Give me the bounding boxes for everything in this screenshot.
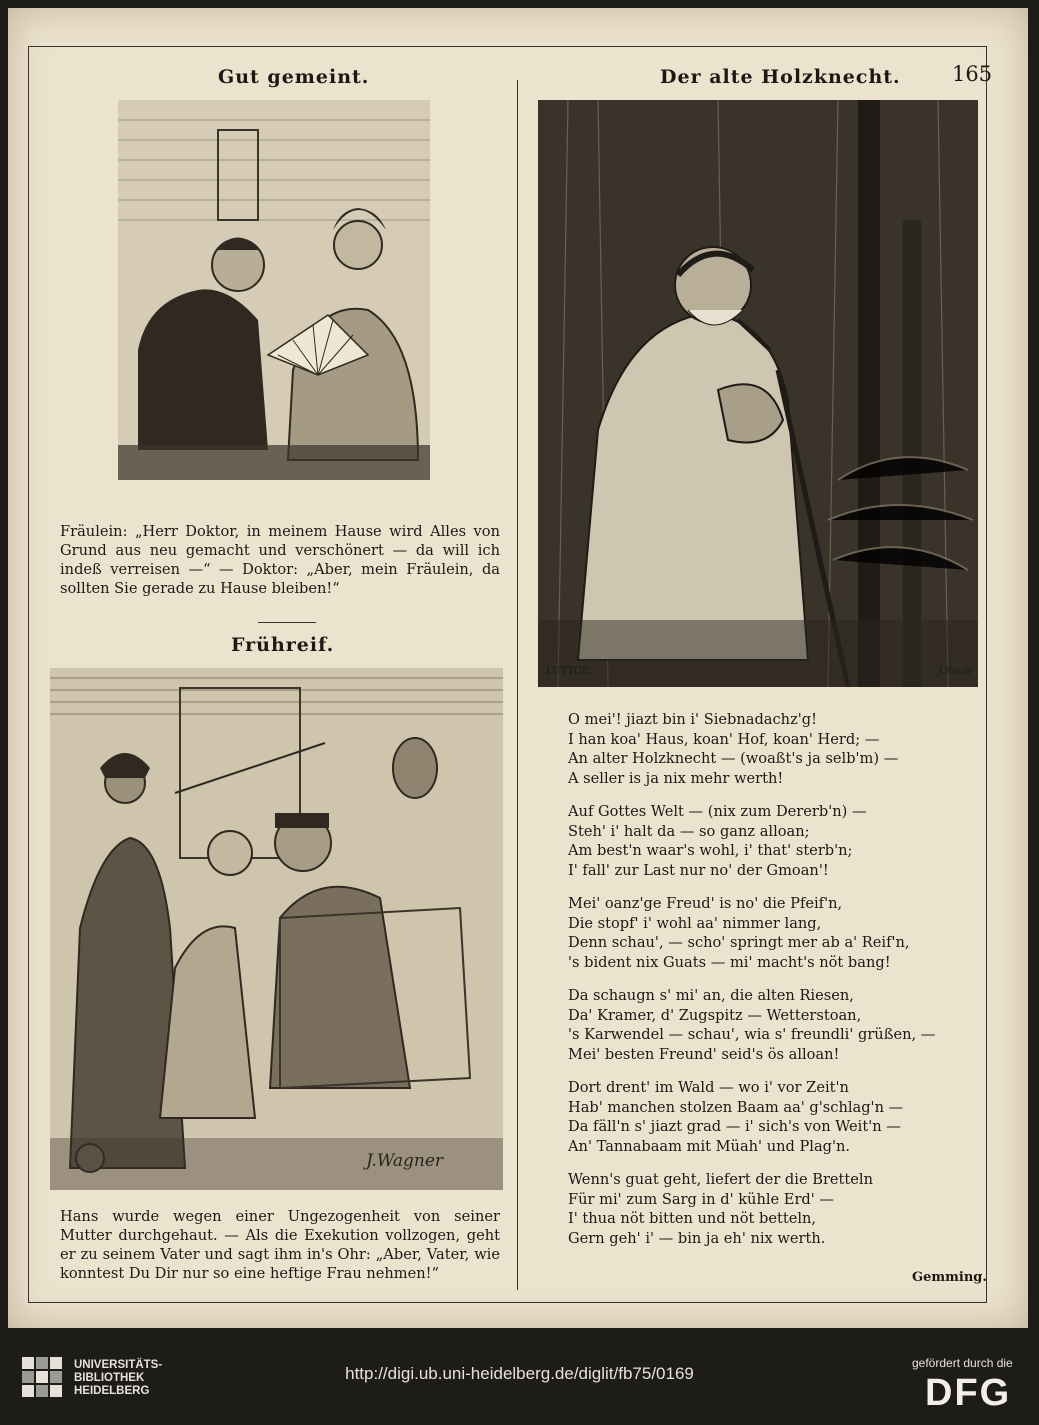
caption-gut-gemeint-text: Fräulein: „Herr Doktor, in meinem Hause wird Alles von Grund aus neu gemacht und verschönert — da will ich indeß verreisen —“ — Doktor: „Aber, mein Fräulein, da sollten Sie gerade zu Hause bleiben!“: [60, 523, 500, 597]
poem-line: Dort drent' im Wald — wo i' vor Zeit'n: [568, 1079, 849, 1096]
column-divider: [517, 80, 518, 1290]
poem-line: Mei' oanz'ge Freud' is no' die Pfeif'n,: [568, 895, 843, 912]
caption-gut-gemeint: [60, 522, 500, 598]
poem-line: Da' Kramer, d' Zugspitz — Wetterstoan,: [568, 1006, 862, 1024]
institution-line: UNIVERSITÄTS-: [74, 1359, 163, 1371]
poem-stanza: [568, 1170, 988, 1248]
poem-line: Da fäll'n s' jiazt grad — i' sich's von Weit'n —: [568, 1118, 901, 1135]
poem-line: 's bident nix Guats — mi' macht's nöt bang!: [568, 953, 891, 971]
caption-fruehreif-text: Hans wurde wegen einer Ungezogenheit von seiner Mutter durchgehaut. — Als die Exekution vollzogen, geht er zu seinem Vater und sagt ihm in's Ohr: „Aber, Vater, wie konntest Du Dir nur so eine heftige Frau nehmen!“: [60, 1208, 500, 1282]
couple-on-sofa-engraving: [118, 100, 430, 480]
title-gut-gemeint: Gut gemeint.: [218, 66, 370, 88]
viewer-footer: [0, 1328, 1039, 1425]
poem-stanza: [568, 710, 988, 788]
poem-stanza: [568, 894, 988, 972]
poem-line: An' Tannabaam mit Müah' und Plag'n.: [568, 1137, 851, 1155]
poem-line: Hab' manchen stolzen Baam aa' g'schlag'n —: [568, 1098, 904, 1116]
family-scene-engraving: [50, 668, 503, 1190]
poem-line: Denn schau', — scho' springt mer ab a' Reif'n,: [568, 934, 910, 951]
poem-line: Wenn's guat geht, liefert der die Bretteln: [568, 1171, 873, 1188]
poem-line: Für mi' zum Sarg in d' kühle Erd' —: [568, 1190, 835, 1208]
poem-line: Da schaugn s' mi' an, die alten Riesen,: [568, 987, 854, 1004]
illustration-holzknecht: [538, 100, 978, 687]
poem-line: Am best'n waar's wohl, i' that' sterb'n;: [568, 842, 853, 859]
title-fruehreif: Frühreif.: [231, 634, 335, 656]
poem-line: Die stopf' i' wohl aa' nimmer lang,: [568, 914, 822, 932]
poem-line: I' thua nöt bitten und nöt betteln,: [568, 1210, 817, 1227]
poem-author: Gemming.: [912, 1270, 987, 1285]
title-der-alte-holzknecht: Der alte Holzknecht.: [660, 66, 901, 88]
poem-line: An alter Holzknecht — (woaßt's ja selb'm) —: [568, 750, 899, 767]
section-rule: [258, 622, 316, 623]
poem-line: 's Karwendel — schau', wia s' freundli' grüßen, —: [568, 1026, 936, 1043]
signature-luttge: LUTTGE.: [546, 666, 593, 677]
signature-wagner: J.Wagner: [366, 1151, 444, 1171]
signature-raub: J.Raub: [938, 666, 971, 677]
illustration-gut-gemeint: [118, 100, 430, 480]
caption-fruehreif: [60, 1207, 500, 1283]
poem-line: Gern geh' i' — bin ja eh' nix werth.: [568, 1229, 826, 1247]
poem-line: Steh' i' halt da — so ganz alloan;: [568, 822, 810, 840]
poem-line: O mei'! jiazt bin i' Siebnadachz'g!: [568, 711, 817, 728]
poem-stanza: [568, 802, 988, 880]
funder-note: gefördert durch die: [912, 1356, 1013, 1370]
institution-line: BIBLIOTHEK: [74, 1372, 145, 1384]
poem-line: A seller is ja nix mehr werth!: [568, 769, 784, 787]
poem-stanza: [568, 1078, 988, 1156]
dfg-logo[interactable]: DFG: [925, 1372, 1012, 1414]
poem-stanza: [568, 986, 988, 1064]
woodcutter-engraving: [538, 100, 978, 687]
poem-line: Mei' besten Freund' seid's ös alloan!: [568, 1045, 840, 1063]
poem: [568, 710, 988, 1262]
poem-line: Auf Gottes Welt — (nix zum Dererb'n) —: [568, 803, 867, 820]
illustration-fruehreif: [50, 668, 503, 1190]
page-number: 165: [952, 62, 993, 86]
permalink-url[interactable]: http://digi.ub.uni-heidelberg.de/diglit/fb75/0169: [345, 1364, 694, 1383]
institution-line: HEIDELBERG: [74, 1385, 150, 1397]
poem-line: I han koa' Haus, koan' Hof, koan' Herd; —: [568, 730, 880, 748]
poem-line: I' fall' zur Last nur no' der Gmoan'!: [568, 861, 829, 879]
